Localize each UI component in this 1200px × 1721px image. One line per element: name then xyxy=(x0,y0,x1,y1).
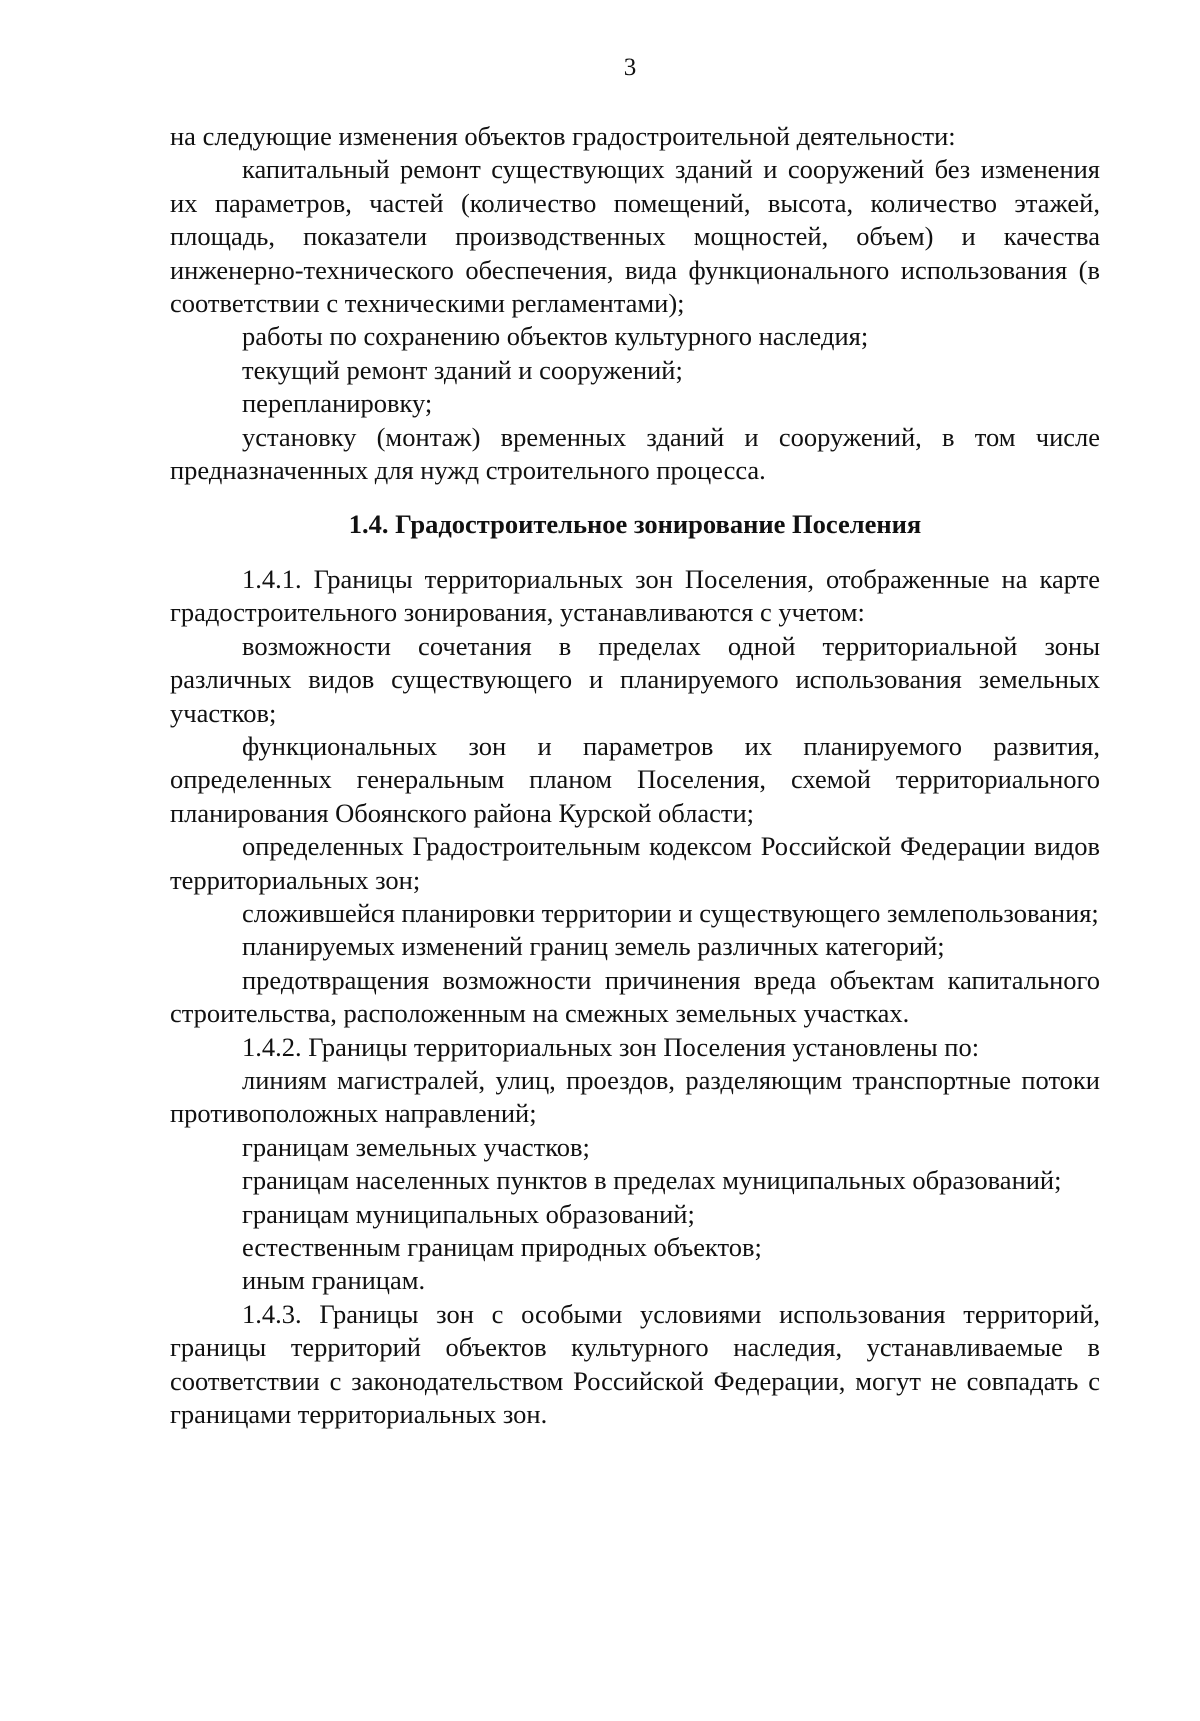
paragraph: естественным границам природных объектов; xyxy=(242,1232,762,1262)
paragraph: 1.4.2. Границы территориальных зон Поселения установлены по: xyxy=(242,1031,980,1062)
paragraph: перепланировку; xyxy=(242,388,433,419)
paragraph: 1.4.1. Границы территориальных зон Поселения, отображенные на карте градостроительного зонирования, устанавливаются с учетом: xyxy=(170,563,1100,628)
document-body xyxy=(170,120,1100,1431)
paragraph: иным границам. xyxy=(242,1265,426,1296)
paragraph: границам земельных участков; xyxy=(242,1131,590,1162)
paragraph: работы по сохранению объектов культурного наследия; xyxy=(242,321,869,352)
paragraph: на следующие изменения объектов градостроительной деятельности: xyxy=(170,121,956,151)
paragraph: определенных Градостроительным кодексом Российской Федерации видов территориальных зон; xyxy=(170,831,1100,895)
paragraph: капитальный ремонт существующих зданий и сооружений без изменения их параметров, частей (количество помещений, высота, количество этажей, площадь, показатели производственных мощностей, объем) и качества инженерно-технического обеспечения, вида функционального использования (в соответствии с техническими регламентами); xyxy=(170,154,1100,319)
paragraphs-before-heading xyxy=(170,120,1100,487)
paragraph: границам населенных пунктов в пределах муниципальных образований; xyxy=(242,1165,1062,1196)
paragraph: установку (монтаж) временных зданий и сооружений, в том числе предназначенных для нужд строительного процесса. xyxy=(170,421,1100,486)
section-heading: 1.4. Градостроительное зонирование Поселения xyxy=(348,509,922,540)
paragraph: функциональных зон и параметров их планируемого развития, определенных генеральным планом Поселения, схемой территориального планирования Обоянского района Курской области; xyxy=(170,730,1100,828)
paragraphs-after-heading xyxy=(170,563,1100,1432)
page-number: 3 xyxy=(623,54,637,81)
paragraph: линиям магистралей, улиц, проездов, разделяющим транспортные потоки противоположных направлений; xyxy=(170,1064,1100,1129)
paragraph: предотвращения возможности причинения вреда объектам капитального строительства, расположенным на смежных земельных участках. xyxy=(170,964,1100,1029)
paragraph: планируемых изменений границ земель различных категорий; xyxy=(242,931,945,962)
paragraph: 1.4.3. Границы зон с особыми условиями использования территорий, границы территорий объектов культурного наследия, устанавливаемые в соответствии с законодательством Российской Федерации, могут не совпадать с границами территориальных зон. xyxy=(170,1298,1100,1430)
paragraph: сложившейся планировки территории и существующего землепользования; xyxy=(242,897,1099,928)
paragraph: текущий ремонт зданий и сооружений; xyxy=(242,354,683,385)
paragraph: возможности сочетания в пределах одной территориальной зоны различных видов существующего и планируемого использования земельных участков; xyxy=(170,630,1100,728)
paragraph: границам муниципальных образований; xyxy=(242,1198,695,1229)
